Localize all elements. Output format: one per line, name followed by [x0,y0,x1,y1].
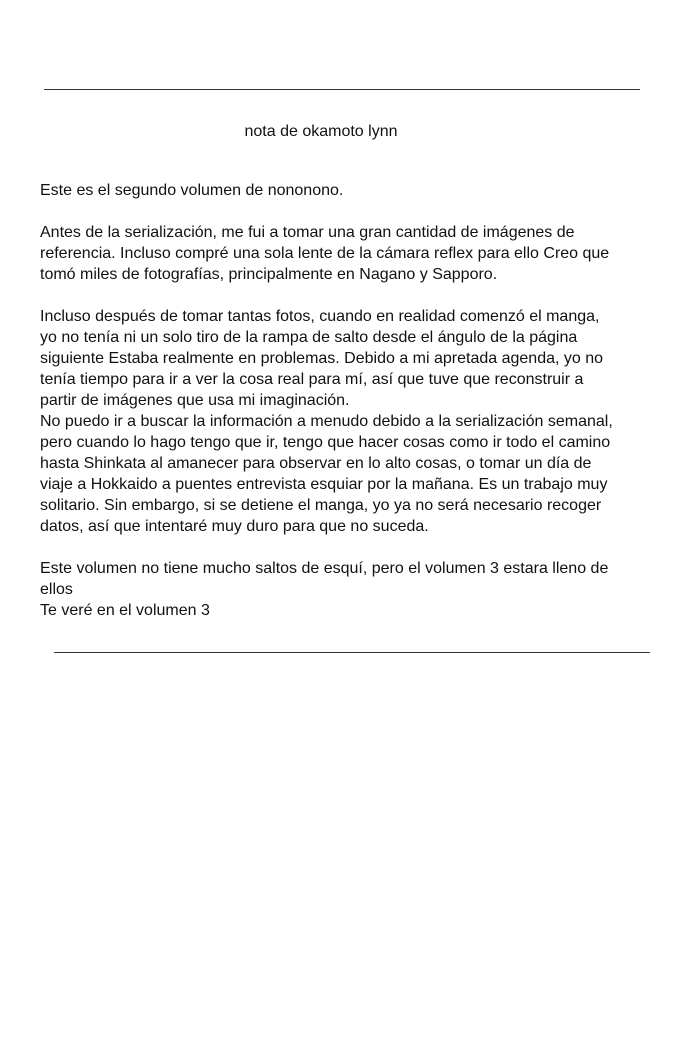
text-line: tomó miles de fotografías, principalmente en Nagano y Sapporo. [40,266,498,283]
text-line: partir de imágenes que usa mi imaginación. [40,392,350,409]
text-line: viaje a Hokkaido a puentes entrevista esquiar por la mañana. Es un trabajo muy [40,476,608,493]
text-line: Incluso después de tomar tantas fotos, cuando en realidad comenzó el manga, [40,308,600,325]
text-line: Este volumen no tiene mucho saltos de esquí, pero el volumen 3 estara lleno de [40,560,609,577]
top-divider [44,89,640,90]
note-title: nota de okamoto lynn [244,123,398,140]
text-line: ellos [40,581,73,598]
paragraph-1 [40,180,640,201]
text-line: siguiente Estaba realmente en problemas. Debido a mi apretada agenda, yo no [40,350,604,367]
text-line: pero cuando lo hago tengo que ir, tengo que hacer cosas como ir todo el camino [40,434,611,451]
text-line: solitario. Sin embargo, si se detiene el manga, yo ya no será necesario recoger [40,497,602,514]
text-line: datos, así que intentaré muy duro para que no suceda. [40,518,429,535]
text-line: tenía tiempo para ir a ver la cosa real para mí, así que tuve que reconstruir a [40,371,584,388]
paragraph-4 [40,558,640,621]
text-line: Este es el segundo volumen de nononono. [40,182,344,199]
paragraph-3 [40,306,640,537]
text-line: referencia. Incluso compré una sola lente de la cámara reflex para ello Creo que [40,245,610,262]
paragraph-2 [40,222,640,285]
text-line: hasta Shinkata al amanecer para observar en lo alto cosas, o tomar un día de [40,455,592,472]
note-body [40,180,640,621]
text-line: No puedo ir a buscar la información a menudo debido a la serialización semanal, [40,413,613,430]
text-line: Antes de la serialización, me fui a tomar una gran cantidad de imágenes de [40,224,575,241]
bottom-divider [54,652,650,653]
text-line: yo no tenía ni un solo tiro de la rampa de salto desde el ángulo de la página [40,329,578,346]
text-line: Te veré en el volumen 3 [40,602,210,619]
